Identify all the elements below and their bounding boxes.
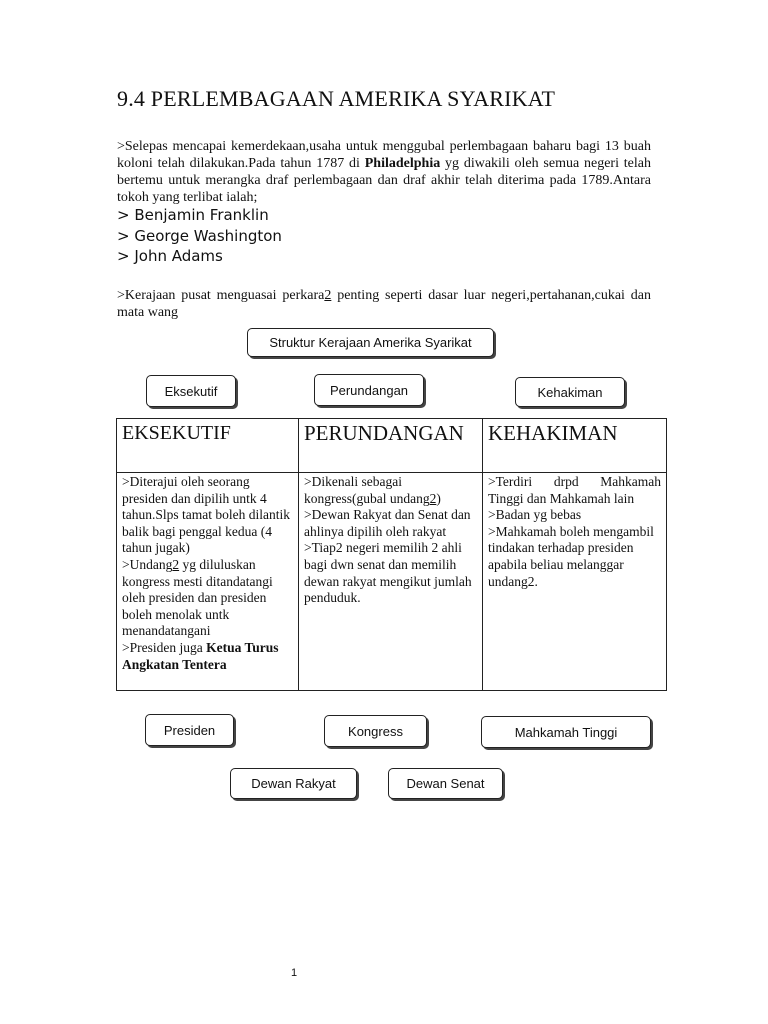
eksekutif-line	[122, 640, 293, 673]
diagram-box-presiden: Presiden	[145, 714, 234, 746]
diagram-branch-kehakiman: Kehakiman	[515, 377, 625, 407]
table-header-kehakiman: KEHAKIMAN	[483, 419, 667, 473]
intro-text-b: yg diwakili oleh semua negeri telah bertemu untuk merangka draf perlembagaan dan draf akhir telah diterima pada 1789.Antara tokoh yang terlibat ialah;	[117, 156, 651, 205]
perundangan-line: >Dewan Rakyat dan Senat dan ahlinya dipilih oleh rakyat	[304, 507, 471, 539]
federal-powers-paragraph	[117, 287, 651, 321]
powers-text-a: >Kerajaan pusat menguasai perkara	[117, 288, 325, 303]
diagram-box-kongress: Kongress	[324, 715, 427, 747]
intro-paragraph	[117, 138, 651, 206]
powers-text-b: penting seperti dasar luar negeri,pertahanan,cukai dan mata wang	[117, 288, 651, 320]
figure-item: > John Adams	[117, 247, 223, 265]
table-cell-kehakiman	[483, 473, 667, 691]
eksekutif-text: yg diluluskan kongress mesti ditandatangi oleh presiden dan presiden boleh menolak untk menandatangani	[122, 556, 273, 639]
table-header-eksekutif: EKSEKUTIF	[117, 419, 299, 473]
page-number: 1	[291, 967, 298, 979]
perundangan-line	[304, 474, 477, 507]
diagram-box-dewan-rakyat: Dewan Rakyat	[230, 768, 357, 799]
eksekutif-line: >Diterajui oleh seorang presiden dan dipilih untk 4 tahun.Slps tamat boleh dilantik balik bagi penggal kedua (4 tahun jugak)	[122, 474, 290, 556]
table-header-row	[117, 419, 667, 473]
diagram-box-dewan-senat: Dewan Senat	[388, 768, 503, 799]
diagram-box-mahkamah-tinggi: Mahkamah Tinggi	[481, 716, 651, 748]
eksekutif-line	[122, 557, 293, 640]
diagram-root-box: Struktur Kerajaan Amerika Syarikat	[247, 328, 494, 357]
eksekutif-bold: Ketua Turus Angkatan Tentera	[122, 639, 279, 672]
table-body-row	[117, 473, 667, 691]
eksekutif-underlined: 2	[172, 556, 180, 572]
eksekutif-text: >Presiden juga	[122, 639, 207, 655]
eksekutif-text: >Undang	[122, 556, 173, 572]
perundangan-text: )	[436, 490, 441, 506]
powers-text-underlined: 2	[324, 288, 332, 303]
government-branches-table	[116, 418, 667, 691]
diagram-branch-eksekutif: Eksekutif	[146, 375, 236, 407]
kehakiman-line: >Badan yg bebas	[488, 507, 582, 523]
intro-bold-philadelphia: Philadelphia	[364, 156, 441, 171]
kehakiman-line: >Terdiri drpd Mahkamah Tinggi dan Mahkamah lain	[488, 474, 661, 506]
page-title: 9.4 PERLEMBAGAAN AMERIKA SYARIKAT	[117, 86, 556, 111]
figure-item: > George Washington	[117, 227, 282, 245]
table-cell-eksekutif	[117, 473, 299, 691]
perundangan-text: >Dikenali sebagai kongress(gubal undang	[304, 474, 430, 506]
perundangan-line: >Tiap2 negeri memilih 2 ahli bagi dwn senat dan memilih dewan rakyat mengikut jumlah penduduk.	[304, 540, 472, 606]
table-header-perundangan: PERUNDANGAN	[299, 419, 483, 473]
diagram-branch-perundangan: Perundangan	[314, 374, 424, 406]
table-cell-perundangan	[299, 473, 483, 691]
kehakiman-line: >Mahkamah boleh mengambil tindakan terhadap presiden apabila beliau melanggar undang2.	[488, 523, 654, 589]
figure-item: > Benjamin Franklin	[117, 206, 269, 224]
intro-text-a: >Selepas mencapai kemerdekaan,usaha untuk menggubal perlembagaan baharu bagi 13 buah koloni telah dilakukan.Pada tahun 1787 di	[117, 139, 651, 171]
perundangan-underlined: 2	[429, 490, 437, 506]
